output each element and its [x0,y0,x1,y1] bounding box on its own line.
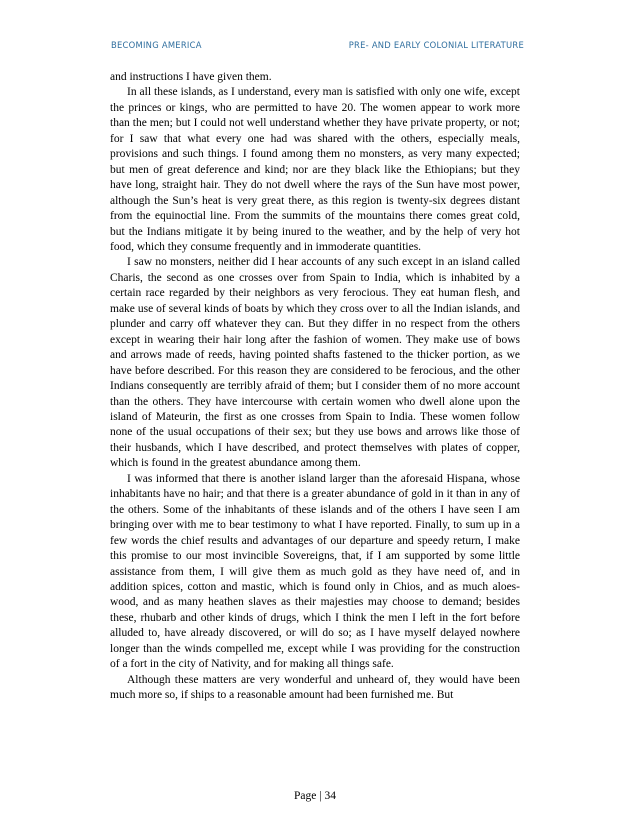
running-header [111,40,524,54]
body-text [110,70,520,704]
paragraph: In all these islands, as I understand, every man is satisfied with only one wife, except the princes or kings, who are permitted to have 20. The women appear to work more than the men; but I could not well understand whether they have private property, or not; for I saw that what every one had was shared with the others, especially meals, provisions and such things. I found among them no monsters, as very many expected; but men of great deference and kind; nor are they black like the Ethiopians; but they have long, straight hair. They do not dwell where the rays of the Sun have most power, although the Sun’s heat is very great there, as this region is twenty-six degrees distant from the equinoctial line. From the summits of the mountains there comes great cold, but the Indians mitigate it by being inured to the weather, and by the help of very hot food, which they consume frequently and in immoderate quantities. [110,86,520,253]
page-number: Page | 34 [294,790,336,802]
paragraph: Although these matters are very wonderful and unheard of, they would have been much more so, if ships to a reasonable amount had been furnished me. But [110,673,520,702]
header-section-title: PRE- AND EARLY COLONIAL LITERATURE [348,40,524,50]
paragraph: I saw no monsters, neither did I hear accounts of any such except in an island called Charis, the second as one crosses over from Spain to India, which is inhabited by a certain race regarded by their neighbors as very ferocious. They eat human flesh, and make use of several kinds of boats by which they cross over to all the Indian islands, and plunder and carry off whatever they can. But they differ in no respect from the others except in wearing their hair long after the fashion of women. They make use of bows and arrows made of reeds, having pointed shafts fastened to the thicker portion, as we have before described. For this reason they are considered to be ferocious, and the other Indians consequently are terribly afraid of them; but I consider them of no more account than the others. They have intercourse with certain women who dwell alone upon the island of Mateurin, the first as one crosses from Spain to India. These women follow none of the usual occupations of their sex; but they use bows and arrows like those of their husbands, which I have described, and protect themselves with plates of copper, which is found in the greatest abundance among them. [110,256,520,470]
header-book-title: BECOMING AMERICA [111,40,202,50]
paragraph: I was informed that there is another island larger than the aforesaid Hispana, whose inhabitants have no hair; and that there is a greater abundance of gold in it than in any of the others. Some of the inhabitants of these islands and of the others I have seen I am bringing over with me to bear testimony to what I have reported. Finally, to sum up in a few words the chief results and advantages of our departure and speedy return, I make this promise to our most invincible Sovereigns, that, if I am supported by some little assistance from them, I will give them as much gold as they have need of, and in addition spices, cotton and mastic, which is found only in Chios, and as much aloes-wood, and as many heathen slaves as their majesties may choose to demand; besides these, rhubarb and other kinds of drugs, which I think the men I left in the fort before alluded to, have already discovered, or will do so; as I have myself delayed nowhere longer than the winds compelled me, except while I was providing for the construction of a fort in the city of Nativity, and for making all things safe. [110,472,520,671]
paragraph-continuation: and instructions I have given them. [110,71,272,83]
